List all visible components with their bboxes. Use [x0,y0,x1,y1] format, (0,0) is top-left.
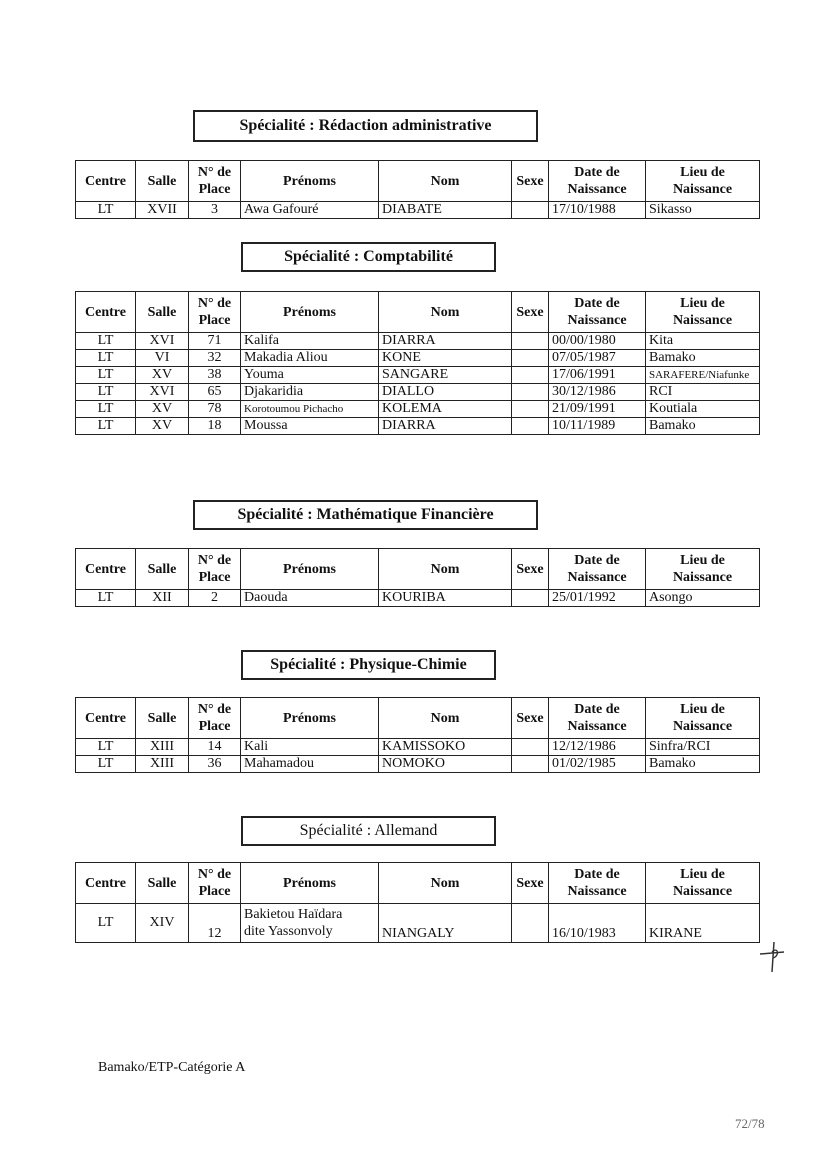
header-row: Centre Salle N° de Place Prénoms Nom Sexe Date de Naissance Lieu de Naissance [76,698,760,739]
header-row: Centre Salle N° de Place Prénoms Nom Sexe Date de Naissance Lieu de Naissance [76,549,760,590]
table-allemand [75,862,760,943]
page-number: 72/78 [735,1116,765,1131]
table-row: LT XV 78 Korotoumou Pichacho KOLEMA 21/09/1991 Koutiala [76,401,760,418]
table-row: LT XIII 36 Mahamadou NOMOKO 01/02/1985 Bamako [76,756,760,773]
header-row: Centre Salle N° de Place Prénoms Nom Sexe Date de Naissance Lieu de Naissance [76,292,760,333]
table-row: LT VI 32 Makadia Aliou KONE 07/05/1987 Bamako [76,350,760,367]
table-row: LT XVII 3 Awa Gafouré DIABATE 17/10/1988 Sikasso [76,202,760,219]
table-row: LT XVI 65 Djakaridia DIALLO 30/12/1986 RCI [76,384,760,401]
section-title-redaction: Spécialité : Rédaction administrative [193,110,538,142]
header-row: Centre Salle N° de Place Prénoms Nom Sexe Date de Naissance Lieu de Naissance [76,863,760,904]
section-title-physique-chimie: Spécialité : Physique-Chimie [241,650,496,680]
table-row: LT XV 18 Moussa DIARRA 10/11/1989 Bamako [76,418,760,435]
handwritten-initial-icon [758,940,788,974]
table-row: LT XVI 71 Kalifa DIARRA 00/00/1980 Kita [76,333,760,350]
section-title-mathematique: Spécialité : Mathématique Financière [193,500,538,530]
table-comptabilite [75,291,760,435]
table-row: LT XV 38 Youma SANGARE 17/06/1991 SARAFERE/Niafunke [76,367,760,384]
table-mathematique [75,548,760,607]
table-row: LT XII 2 Daouda KOURIBA 25/01/1992 Asongo [76,590,760,607]
table-redaction [75,160,760,219]
section-title-comptabilite: Spécialité : Comptabilité [241,242,496,272]
footer-text: Bamako/ETP-Catégorie A [98,1060,246,1075]
header-row: Centre Salle N° de Place Prénoms Nom Sexe Date de Naissance Lieu de Naissance [76,161,760,202]
table-row: LT XIII 14 Kali KAMISSOKO 12/12/1986 Sinfra/RCI [76,739,760,756]
table-row: LT XIV 12 Bakietou Haïdara dite Yassonvoly NIANGALY 16/10/1983 KIRANE [76,904,760,943]
section-title-allemand: Spécialité : Allemand [241,816,496,846]
table-physique-chimie [75,697,760,773]
